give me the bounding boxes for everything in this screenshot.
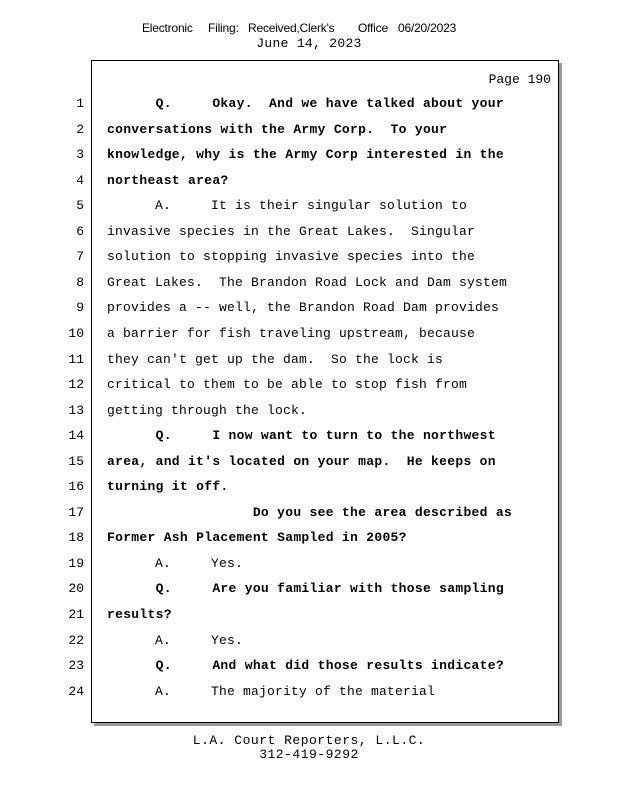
- line-text: northeast area?: [107, 172, 229, 188]
- transcript-line: [0, 326, 618, 346]
- line-text: knowledge, why is the Army Corp interested in the: [107, 147, 504, 163]
- transcript-line: [0, 198, 618, 218]
- line-text: critical to them to be able to stop fish from: [107, 377, 468, 393]
- line-text: a barrier for fish traveling upstream, because: [107, 325, 476, 341]
- line-text: turning it off.: [107, 479, 229, 495]
- line-text: Great Lakes. The Brandon Road Lock and Dam system: [107, 274, 508, 290]
- transcript-line: [0, 96, 618, 116]
- line-number: 6: [76, 223, 84, 239]
- transcript-line: [0, 658, 618, 678]
- transcript-line: [0, 530, 618, 550]
- line-text: conversations with the Army Corp. To your: [107, 121, 448, 137]
- line-text: results?: [107, 607, 172, 622]
- line-number: 2: [76, 121, 84, 137]
- line-number: 10: [68, 325, 84, 341]
- line-text: solution to stopping invasive species into the: [107, 249, 476, 265]
- page-number: Page 190: [488, 72, 551, 87]
- line-text: Former Ash Placement Sampled in 2005?: [107, 530, 407, 546]
- transcript-line: [0, 147, 618, 167]
- deposition-date: June 14, 2023: [256, 36, 362, 51]
- line-number: 1: [76, 96, 84, 111]
- line-number: 16: [68, 479, 84, 495]
- transcript-line: [0, 275, 618, 295]
- transcript-line: [0, 224, 618, 244]
- line-text: Q. Okay. And we have talked about your: [107, 96, 504, 111]
- line-number: 22: [68, 632, 84, 648]
- line-number: 8: [76, 274, 84, 290]
- line-number: 3: [76, 147, 84, 163]
- line-text: A. Yes.: [107, 632, 244, 648]
- line-number: 15: [68, 453, 84, 469]
- line-number: 7: [76, 249, 84, 265]
- transcript-line: [0, 122, 618, 142]
- line-number: 11: [68, 351, 84, 367]
- transcript-line: [0, 633, 618, 653]
- filing-date: 06/20/2023: [398, 21, 457, 35]
- line-text: A. The majority of the material: [107, 683, 436, 699]
- line-text: Q. I now want to turn to the northwest: [107, 428, 496, 444]
- reporter-phone: 312-419-9292: [259, 747, 359, 762]
- transcript-line: [0, 607, 618, 627]
- line-text: A. It is their singular solution to: [107, 198, 468, 214]
- filing-label: Filing:: [208, 21, 239, 35]
- line-number: 19: [68, 555, 84, 571]
- line-text: area, and it's located on your map. He keeps on: [107, 453, 496, 469]
- line-text: A. Yes.: [107, 555, 244, 571]
- transcript-line: [0, 505, 618, 525]
- line-number: 13: [68, 402, 84, 418]
- filing-electronic: Electronic: [142, 21, 193, 35]
- line-number: 17: [68, 504, 84, 520]
- transcript-line: [0, 249, 618, 269]
- transcript-line: [0, 300, 618, 320]
- line-number: 18: [68, 530, 84, 546]
- line-number: 20: [68, 581, 84, 597]
- line-text: invasive species in the Great Lakes. Singular: [107, 223, 476, 239]
- line-text: Do you see the area described as: [107, 504, 513, 520]
- line-number: 24: [68, 683, 84, 699]
- line-number: 14: [68, 428, 84, 444]
- line-text: Q. And what did those results indicate?: [107, 658, 504, 674]
- transcript-line: [0, 684, 618, 704]
- transcript-line: [0, 556, 618, 576]
- line-number: 5: [76, 198, 84, 214]
- line-text: Q. Are you familiar with those sampling: [107, 581, 504, 597]
- transcript-line: [0, 173, 618, 193]
- line-number: 12: [68, 377, 84, 393]
- filing-received: Received,Clerk's: [248, 21, 335, 35]
- line-text: getting through the lock.: [107, 402, 308, 418]
- transcript-line: [0, 581, 618, 601]
- transcript-line: [0, 454, 618, 474]
- filing-office: Office: [358, 21, 388, 35]
- line-number: 9: [76, 300, 84, 316]
- transcript-line: [0, 428, 618, 448]
- transcript-line: [0, 352, 618, 372]
- line-text: provides a -- well, the Brandon Road Dam provides: [107, 300, 500, 316]
- transcript-line: [0, 479, 618, 499]
- line-number: 23: [68, 658, 84, 674]
- line-text: they can't get up the dam. So the lock is: [107, 351, 444, 367]
- transcript-line: [0, 403, 618, 423]
- reporter-company: L.A. Court Reporters, L.L.C.: [192, 733, 426, 748]
- line-number: 4: [76, 172, 84, 188]
- transcript-line: [0, 377, 618, 397]
- line-number: 21: [68, 607, 84, 622]
